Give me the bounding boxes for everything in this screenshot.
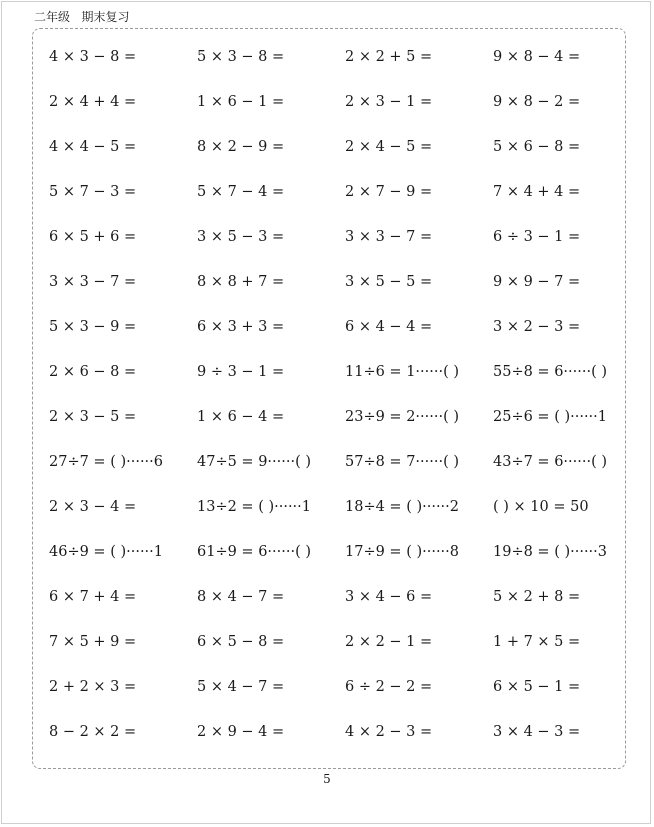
math-problem: 9 × 8 − 2 = <box>493 93 581 110</box>
exercise-row <box>49 439 649 484</box>
math-problem: 17÷9 = ( )······8 <box>345 543 459 560</box>
math-problem: 3 × 5 − 3 = <box>197 228 285 245</box>
math-problem: 3 × 3 − 7 = <box>345 228 433 245</box>
math-problem: 1 + 7 × 5 = <box>493 633 581 650</box>
math-problem: 6 × 4 − 4 = <box>345 318 433 335</box>
math-problem: 6 ÷ 3 − 1 = <box>493 228 581 245</box>
exercise-row <box>49 34 649 79</box>
exercise-row <box>49 214 649 259</box>
math-problem: 1 × 6 − 1 = <box>197 93 285 110</box>
math-problem: 3 × 4 − 3 = <box>493 723 581 740</box>
math-problem: 6 × 7 + 4 = <box>49 588 137 605</box>
math-problem: 5 × 3 − 8 = <box>197 48 285 65</box>
math-problem: 4 × 4 − 5 = <box>49 138 137 155</box>
exercise-row <box>49 619 649 664</box>
exercise-grid <box>49 34 649 754</box>
math-problem: 2 × 4 − 5 = <box>345 138 433 155</box>
math-problem: 6 × 5 + 6 = <box>49 228 137 245</box>
math-problem: 4 × 3 − 8 = <box>49 48 137 65</box>
exercise-row <box>49 169 649 214</box>
math-problem: 9 ÷ 3 − 1 = <box>197 363 285 380</box>
math-problem: 3 × 3 − 7 = <box>49 273 137 290</box>
math-problem: 5 × 7 − 4 = <box>197 183 285 200</box>
math-problem: 2 × 9 − 4 = <box>197 723 285 740</box>
math-problem: 5 × 3 − 9 = <box>49 318 137 335</box>
math-problem: 2 × 4 + 4 = <box>49 93 137 110</box>
math-problem: 9 × 8 − 4 = <box>493 48 581 65</box>
math-problem: 8 × 2 − 9 = <box>197 138 285 155</box>
math-problem: 2 × 6 − 8 = <box>49 363 137 380</box>
exercise-row <box>49 664 649 709</box>
math-problem: 2 × 2 − 1 = <box>345 633 433 650</box>
math-problem: 55÷8 = 6······( ) <box>493 363 607 380</box>
exercise-row <box>49 124 649 169</box>
math-problem: 8 × 4 − 7 = <box>197 588 285 605</box>
math-problem: 7 × 5 + 9 = <box>49 633 137 650</box>
math-problem: 46÷9 = ( )······1 <box>49 543 163 560</box>
math-problem: 5 × 2 + 8 = <box>493 588 581 605</box>
math-problem: 6 × 3 + 3 = <box>197 318 285 335</box>
math-problem: 61÷9 = 6······( ) <box>197 543 311 560</box>
math-problem: 27÷7 = ( )······6 <box>49 453 163 470</box>
exercise-row <box>49 304 649 349</box>
exercise-row <box>49 79 649 124</box>
math-problem: 7 × 4 + 4 = <box>493 183 581 200</box>
math-problem: 3 × 2 − 3 = <box>493 318 581 335</box>
exercise-row <box>49 709 649 754</box>
math-problem: 2 × 3 − 4 = <box>49 498 137 515</box>
math-problem: 8 − 2 × 2 = <box>49 723 137 740</box>
math-problem: 5 × 4 − 7 = <box>197 678 285 695</box>
math-problem: 2 × 2 + 5 = <box>345 48 433 65</box>
math-problem: 13÷2 = ( )······1 <box>197 498 311 515</box>
math-problem: 6 × 5 − 1 = <box>493 678 581 695</box>
math-problem: 8 × 8 + 7 = <box>197 273 285 290</box>
exercise-row <box>49 529 649 574</box>
math-problem: 2 × 3 − 1 = <box>345 93 433 110</box>
math-problem: 1 × 6 − 4 = <box>197 408 285 425</box>
math-problem: ( ) × 10 = 50 <box>493 498 589 515</box>
exercise-row <box>49 574 649 619</box>
math-problem: 4 × 2 − 3 = <box>345 723 433 740</box>
math-problem: 5 × 7 − 3 = <box>49 183 137 200</box>
exercise-row <box>49 484 649 529</box>
math-problem: 19÷8 = ( )······3 <box>493 543 607 560</box>
math-problem: 2 + 2 × 3 = <box>49 678 137 695</box>
exercise-row <box>49 259 649 304</box>
page-number: 5 <box>323 772 331 786</box>
math-problem: 2 × 7 − 9 = <box>345 183 433 200</box>
math-problem: 6 × 5 − 8 = <box>197 633 285 650</box>
math-problem: 3 × 4 − 6 = <box>345 588 433 605</box>
math-problem: 3 × 5 − 5 = <box>345 273 433 290</box>
math-problem: 6 ÷ 2 − 2 = <box>345 678 433 695</box>
math-problem: 11÷6 = 1······( ) <box>345 363 459 380</box>
math-problem: 43÷7 = 6······( ) <box>493 453 607 470</box>
math-problem: 25÷6 = ( )······1 <box>493 408 607 425</box>
math-problem: 18÷4 = ( )······2 <box>345 498 459 515</box>
math-problem: 5 × 6 − 8 = <box>493 138 581 155</box>
math-problem: 57÷8 = 7······( ) <box>345 453 459 470</box>
math-problem: 2 × 3 − 5 = <box>49 408 137 425</box>
exercise-row <box>49 349 649 394</box>
exercise-row <box>49 394 649 439</box>
math-problem: 9 × 9 − 7 = <box>493 273 581 290</box>
math-problem: 23÷9 = 2······( ) <box>345 408 459 425</box>
page-header: 二年级 期末复习 <box>34 10 130 24</box>
math-problem: 47÷5 = 9······( ) <box>197 453 311 470</box>
